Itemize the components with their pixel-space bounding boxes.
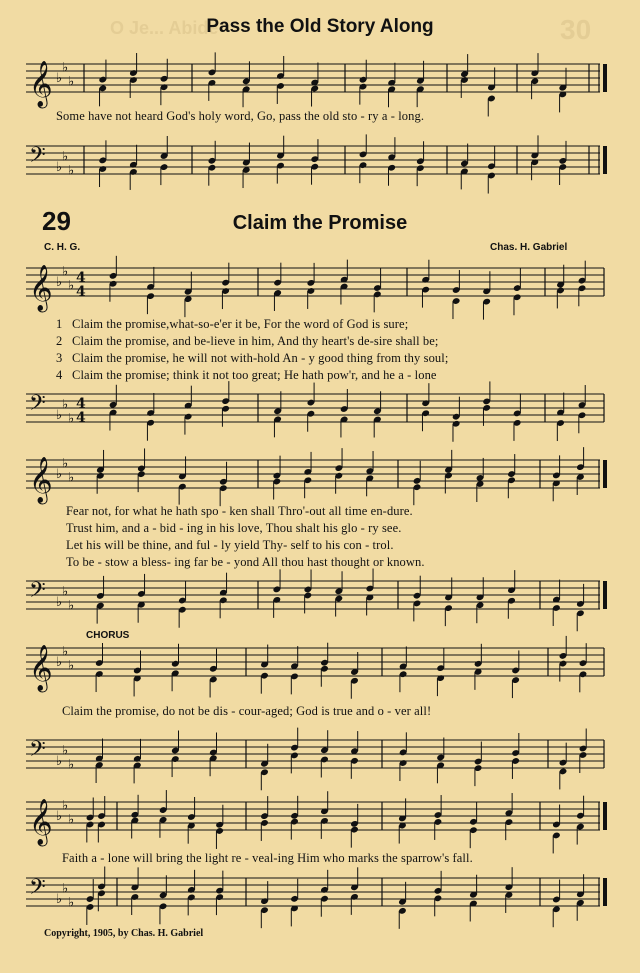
flat-sign-icon: ♭ <box>68 278 75 294</box>
flat-sign-icon: ♭ <box>56 275 63 290</box>
flat-sign-icon: ♭ <box>68 812 75 828</box>
music-system-1 <box>0 54 640 194</box>
final-barline-thick <box>603 146 607 174</box>
chorus-lyric-line-2: Faith a - lone will bring the light re - veal-ing Him who marks the sparrow's fall. <box>62 851 473 865</box>
bass-clef-icon: 𝄢 <box>29 143 46 173</box>
flat-sign-icon: ♭ <box>56 71 63 86</box>
verse-4-line-1 <box>56 368 437 383</box>
flat-sign-icon: ♭ <box>62 798 69 814</box>
show-through-title: O Je... Abide <box>110 18 219 38</box>
verse-number: 4 <box>56 368 63 382</box>
treble-clef-icon: 𝄞 <box>29 645 53 691</box>
flat-sign-icon: ♭ <box>62 456 69 472</box>
flat-sign-icon: ♭ <box>62 743 69 759</box>
flat-sign-icon: ♭ <box>68 470 75 486</box>
treble-clef-icon: 𝄞 <box>29 457 53 503</box>
flat-sign-icon: ♭ <box>62 264 69 280</box>
time-signature-top: 4 <box>76 270 86 286</box>
verse-number: 3 <box>56 351 63 365</box>
flat-sign-icon: ♭ <box>62 149 69 165</box>
flat-sign-icon: ♭ <box>56 655 63 670</box>
chorus-label: CHORUS <box>86 630 130 641</box>
music-credit: Chas. H. Gabriel <box>490 242 568 253</box>
page-number: 30 <box>560 14 592 45</box>
bass-clef-icon: 𝄢 <box>29 737 46 767</box>
final-barline-thick <box>603 460 607 488</box>
flat-sign-icon: ♭ <box>56 408 63 423</box>
bass-clef-icon: 𝄢 <box>29 875 46 905</box>
hymn-title-pass-the-old-story: Pass the Old Story Along <box>206 16 434 37</box>
final-barline-thick <box>603 802 607 830</box>
flat-sign-icon: ♭ <box>56 892 63 907</box>
flat-sign-icon: ♭ <box>56 467 63 482</box>
verse-3-line-2: Let his will be thine, and ful - ly yield Thy- self to his con - trol. <box>66 538 394 552</box>
music-system-3 <box>0 454 640 634</box>
verse-2-line-2: Trust him, and a - bid - ing in his love, Thou shalt his glo - ry see. <box>66 521 402 535</box>
flat-sign-icon: ♭ <box>56 754 63 769</box>
chorus-lyric-line-1: Claim the promise, do not be dis - cour-aged; God is true and o - ver all! <box>62 704 432 718</box>
words-credit: C. H. G. <box>44 242 81 253</box>
verse-2-line-1 <box>56 334 438 349</box>
flat-sign-icon: ♭ <box>62 584 69 600</box>
flat-sign-icon: ♭ <box>68 757 75 773</box>
flat-sign-icon: ♭ <box>68 658 75 674</box>
final-barline-thick <box>603 878 607 906</box>
treble-clef-icon: 𝄞 <box>29 265 53 311</box>
verse-number: 1 <box>56 317 63 331</box>
flat-sign-icon: ♭ <box>56 595 63 610</box>
hymn-number: 29 <box>42 206 71 236</box>
time-signature-bottom: 4 <box>76 284 86 300</box>
verse-text: Claim the promise,what-so-e'er it be, For the word of God is sure; <box>72 317 409 331</box>
flat-sign-icon: ♭ <box>62 881 69 897</box>
flat-sign-icon: ♭ <box>62 397 69 413</box>
music-system-5 <box>0 794 640 924</box>
time-signature-bottom: 4 <box>76 410 86 426</box>
verse-1-line-1 <box>56 317 408 332</box>
treble-clef-icon: 𝄞 <box>29 61 53 107</box>
flat-sign-icon: ♭ <box>62 60 69 76</box>
bass-clef-icon: 𝄢 <box>29 578 46 608</box>
time-signature-top: 4 <box>76 396 86 412</box>
flat-sign-icon: ♭ <box>68 163 75 179</box>
flat-sign-icon: ♭ <box>56 160 63 175</box>
treble-clef-icon: 𝄞 <box>29 799 53 845</box>
verse-4-line-2: To be - stow a bless- ing far be - yond All thou hast thought or known. <box>66 555 425 569</box>
flat-sign-icon: ♭ <box>68 598 75 614</box>
bass-clef-icon: 𝄢 <box>29 391 46 421</box>
flat-sign-icon: ♭ <box>68 74 75 90</box>
flat-sign-icon: ♭ <box>56 809 63 824</box>
music-system-4 <box>0 640 640 790</box>
verse-1-line-2: Fear not, for what he hath spo - ken shall Thro'-out all time en-dure. <box>66 504 413 518</box>
music-system-2 <box>0 260 640 440</box>
flat-sign-icon: ♭ <box>68 895 75 911</box>
flat-sign-icon: ♭ <box>68 411 75 427</box>
verse-3-line-1 <box>56 351 448 366</box>
copyright-notice: Copyright, 1905, by Chas. H. Gabriel <box>44 928 204 939</box>
verse-number: 2 <box>56 334 63 348</box>
verse-text: Claim the promise, and be-lieve in him, And thy heart's de-sire shall be; <box>72 334 439 348</box>
final-barline-thick <box>603 581 607 609</box>
hymn-title-claim-the-promise: Claim the Promise <box>232 212 408 234</box>
verse-text: Claim the promise, he will not with-hold An - y good thing from thy soul; <box>72 351 449 365</box>
flat-sign-icon: ♭ <box>62 644 69 660</box>
hymn1-lyric-line: Some have not heard God's holy word, Go, pass the old sto - ry a - long. <box>56 109 425 123</box>
final-barline-thick <box>603 64 607 92</box>
verse-text: Claim the promise; think it not too great; He hath pow'r, and he a - lone <box>72 368 437 382</box>
